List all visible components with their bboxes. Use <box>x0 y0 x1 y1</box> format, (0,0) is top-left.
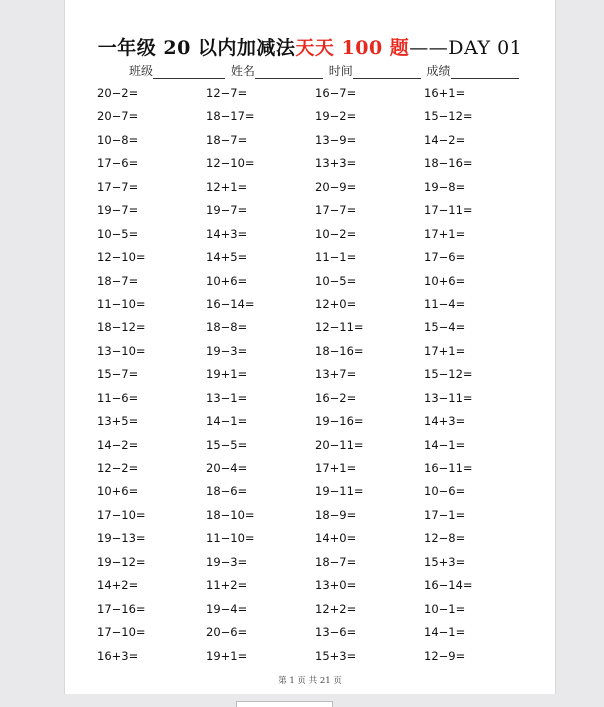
score-label: 成绩 <box>426 64 451 78</box>
problem-item: 19−3= <box>206 343 248 358</box>
problem-item: 17−6= <box>97 156 139 171</box>
student-info-row <box>129 62 521 79</box>
problem-item: 17−7= <box>97 179 139 194</box>
problem-item: 12+1= <box>206 179 248 194</box>
problem-item: 18−10= <box>206 507 255 522</box>
class-blank <box>153 66 225 79</box>
problem-item: 14−1= <box>206 414 248 429</box>
problem-item: 15−7= <box>97 367 139 382</box>
problem-item: 13+5= <box>97 414 139 429</box>
problem-item: 15−5= <box>206 437 248 452</box>
problem-item: 10−5= <box>315 273 357 288</box>
problem-item: 19−13= <box>97 531 146 546</box>
problem-item: 10−6= <box>424 484 466 499</box>
problem-item: 12−10= <box>206 156 255 171</box>
problem-item: 15+3= <box>315 648 357 663</box>
problem-item: 17+1= <box>424 226 466 241</box>
problem-item: 14+0= <box>315 531 357 546</box>
page-nav-control[interactable] <box>236 701 333 707</box>
problem-item: 20−9= <box>315 179 357 194</box>
problem-item: 15−4= <box>424 320 466 335</box>
score-blank <box>451 66 519 79</box>
problem-item: 19−7= <box>97 203 139 218</box>
problem-item: 12−9= <box>424 648 466 663</box>
problem-item: 18−12= <box>97 320 146 335</box>
document-page <box>64 0 556 694</box>
problem-item: 12−8= <box>424 531 466 546</box>
problem-item: 20−11= <box>315 437 364 452</box>
problem-item: 18−16= <box>315 343 364 358</box>
problem-item: 18−8= <box>206 320 248 335</box>
problem-item: 20−7= <box>97 109 139 124</box>
problem-item: 13−11= <box>424 390 473 405</box>
problem-item: 17−10= <box>97 625 146 640</box>
problem-item: 20−4= <box>206 461 248 475</box>
problem-item: 14+3= <box>206 226 248 241</box>
problem-item: 19−3= <box>206 554 248 569</box>
problem-item: 13+3= <box>315 156 357 171</box>
problem-item: 13+7= <box>315 367 357 382</box>
problem-item: 14−1= <box>424 437 466 452</box>
problem-item: 10−8= <box>97 132 139 147</box>
problem-item: 14−2= <box>97 437 139 452</box>
problem-item: 10+6= <box>97 484 139 499</box>
problem-item: 11−1= <box>315 250 357 265</box>
problem-item: 20−6= <box>206 625 248 640</box>
problem-item: 19−8= <box>424 179 466 194</box>
problem-item: 18−7= <box>206 132 248 147</box>
problem-item: 12−11= <box>315 320 364 335</box>
problem-item: 13−9= <box>315 132 357 147</box>
class-label: 班级 <box>129 64 154 78</box>
problem-item: 14−2= <box>424 132 466 147</box>
problem-item: 12−7= <box>206 86 248 100</box>
problem-item: 13−10= <box>97 343 146 358</box>
title-day: ——DAY 01 <box>409 37 523 59</box>
problem-item: 17+1= <box>424 343 466 358</box>
title-highlight: 天天 100 题 <box>295 37 410 59</box>
problem-item: 15+3= <box>424 554 466 569</box>
problem-item: 19−12= <box>97 554 146 569</box>
problem-item: 14+3= <box>424 414 466 429</box>
name-label: 姓名 <box>230 64 255 78</box>
problem-item: 19+1= <box>206 648 248 663</box>
problem-item: 10−5= <box>97 226 139 241</box>
problem-item: 16+3= <box>97 648 139 663</box>
problem-item: 17−10= <box>97 507 146 522</box>
problem-item: 10−2= <box>315 226 357 241</box>
name-blank <box>255 66 323 79</box>
problem-item: 10+6= <box>206 273 248 288</box>
problem-item: 18−17= <box>206 109 255 124</box>
title-main: 一年级 20 以内加减法 <box>97 37 296 59</box>
problem-item: 20−2= <box>97 86 139 100</box>
problem-item: 14+5= <box>206 250 248 265</box>
problem-item: 18−6= <box>206 484 248 499</box>
problem-item: 13−1= <box>206 390 248 405</box>
problem-item: 11−10= <box>206 531 255 546</box>
problem-grid <box>97 82 533 668</box>
problem-item: 19−2= <box>315 109 357 124</box>
problem-item: 11−6= <box>97 390 139 405</box>
time-blank <box>353 66 421 79</box>
problem-item: 10−1= <box>424 601 466 616</box>
problem-item: 18−9= <box>315 507 357 522</box>
page-footer: 第 1 页 共 21 页 <box>278 676 342 686</box>
problem-item: 17−1= <box>424 507 466 522</box>
problem-item: 18−7= <box>315 554 357 569</box>
problem-item: 17−6= <box>424 250 466 265</box>
problem-item: 19−16= <box>315 414 364 429</box>
problem-item: 18−7= <box>97 273 139 288</box>
problem-item: 16−14= <box>206 296 255 311</box>
problem-item: 19+1= <box>206 367 248 382</box>
problem-item: 12−10= <box>97 250 146 265</box>
problem-item: 14+2= <box>97 578 139 593</box>
problem-item: 11−10= <box>97 296 146 311</box>
time-label: 时间 <box>328 64 353 78</box>
worksheet-title <box>65 33 555 60</box>
problem-item: 16+1= <box>424 86 466 100</box>
problem-item: 15−12= <box>424 109 473 124</box>
problem-item: 19−11= <box>315 484 364 499</box>
problem-item: 16−14= <box>424 578 473 593</box>
problem-item: 12−2= <box>97 461 139 475</box>
problem-item: 14−1= <box>424 625 466 640</box>
problem-item: 11−4= <box>424 296 466 311</box>
problem-item: 11+2= <box>206 578 248 593</box>
problem-item: 13+0= <box>315 578 357 593</box>
problem-item: 10+6= <box>424 273 466 288</box>
problem-item: 13−6= <box>315 625 357 640</box>
problem-item: 16−7= <box>315 86 357 100</box>
problem-item: 12+0= <box>315 296 357 311</box>
problem-item: 16−2= <box>315 390 357 405</box>
problem-item: 17−16= <box>97 601 146 616</box>
problem-item: 18−16= <box>424 156 473 171</box>
problem-item: 19−7= <box>206 203 248 218</box>
problem-item: 12+2= <box>315 601 357 616</box>
problem-item: 15−12= <box>424 367 473 382</box>
problem-item: 17−11= <box>424 203 473 218</box>
problem-item: 16−11= <box>424 461 473 475</box>
problem-item: 17+1= <box>315 461 357 475</box>
problem-item: 17−7= <box>315 203 357 218</box>
problem-item: 19−4= <box>206 601 248 616</box>
